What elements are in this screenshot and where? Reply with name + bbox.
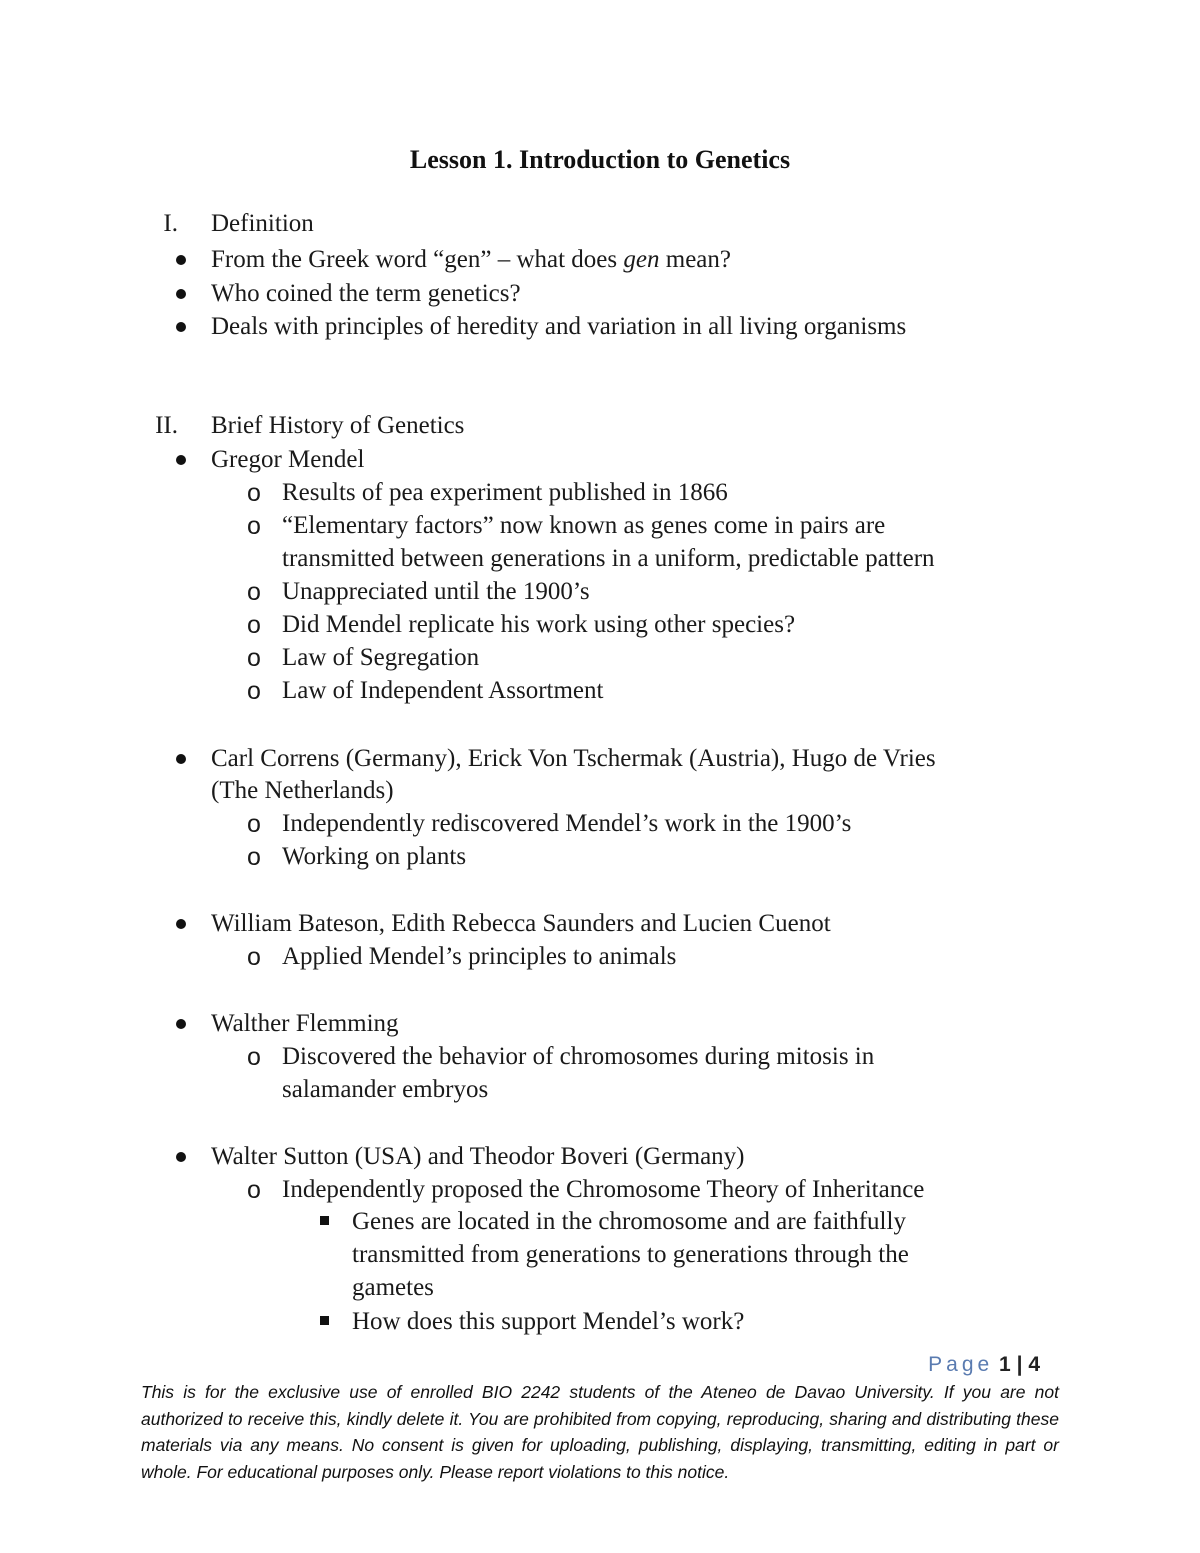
page-title: Lesson 1. Introduction to Genetics [409, 145, 791, 174]
square-bullet-icon [320, 1216, 329, 1225]
circle-bullet-icon: o [247, 512, 261, 540]
bullet-icon [176, 455, 186, 465]
sub-list-item-continued: salamander embryos [282, 1076, 489, 1103]
sub-list-item: Applied Mendel’s principles to animals [282, 943, 677, 970]
list-item: Gregor Mendel [211, 446, 365, 473]
section-2-numeral: II. [155, 412, 178, 439]
list-item: Carl Correns (Germany), Erick Von Tschermak (Austria), Hugo de Vries [211, 745, 936, 772]
sub-sub-list-item: How does this support Mendel’s work? [352, 1308, 745, 1335]
list-item: Walther Flemming [211, 1010, 399, 1037]
sub-list-item: Discovered the behavior of chromosomes during mitosis in [282, 1043, 875, 1070]
sub-list-item: “Elementary factors” now known as genes come in pairs are [282, 512, 886, 539]
circle-bullet-icon: o [247, 1176, 261, 1204]
sub-list-item: Did Mendel replicate his work using other species? [282, 611, 796, 638]
sub-sub-list-item-continued: gametes [352, 1274, 434, 1301]
list-item: Deals with principles of heredity and variation in all living organisms [211, 313, 907, 340]
bullet-icon [176, 255, 186, 265]
section-1-heading: Definition [211, 210, 314, 237]
circle-bullet-icon: o [247, 611, 261, 639]
list-item: Walter Sutton (USA) and Theodor Boveri (Germany) [211, 1143, 745, 1170]
sub-sub-list-item: Genes are located in the chromosome and are faithfully [352, 1208, 906, 1235]
sub-list-item: Working on plants [282, 843, 467, 870]
section-2-heading: Brief History of Genetics [211, 412, 465, 439]
list-item: William Bateson, Edith Rebecca Saunders and Lucien Cuenot [211, 910, 831, 937]
bullet-icon [176, 289, 186, 299]
circle-bullet-icon: o [247, 943, 261, 971]
sub-list-item: Law of Independent Assortment [282, 677, 604, 704]
sub-list-item: Independently rediscovered Mendel’s work in the 1900’s [282, 810, 852, 837]
usage-notice: This is for the exclusive use of enrolled BIO 2242 students of the Ateneo de Davao University. If you are not authorized to receive this, kindly delete it. You are prohibited from copying, reproducing, sharing and distributing these materials via any means. No consent is given for uploading, publishing, displaying, transmitting, editing in part or whole. For educational purposes only. Please report violations to this notice. [141, 1382, 1059, 1482]
sub-sub-list-item-continued: transmitted from generations to generations through the [352, 1241, 909, 1268]
sub-list-item: Unappreciated until the 1900’s [282, 578, 590, 605]
square-bullet-icon [320, 1316, 329, 1325]
circle-bullet-icon: o [247, 479, 261, 507]
bullet-icon [176, 1152, 186, 1162]
bullet-icon [176, 1019, 186, 1029]
circle-bullet-icon: o [247, 810, 261, 838]
bullet-icon [176, 919, 186, 929]
list-item: From the Greek word “gen” – what does gen mean? [211, 246, 731, 273]
bullet-icon [176, 754, 186, 764]
page-number: Page 1 | 4 [928, 1353, 1040, 1376]
circle-bullet-icon: o [247, 1043, 261, 1071]
list-item: Who coined the term genetics? [211, 280, 521, 307]
section-1-numeral: I. [163, 210, 178, 237]
circle-bullet-icon: o [247, 644, 261, 672]
circle-bullet-icon: o [247, 677, 261, 705]
circle-bullet-icon: o [247, 843, 261, 871]
sub-list-item: Results of pea experiment published in 1866 [282, 479, 728, 506]
sub-list-item-continued: transmitted between generations in a uniform, predictable pattern [282, 545, 935, 572]
list-item-continued: (The Netherlands) [211, 777, 394, 804]
sub-list-item: Law of Segregation [282, 644, 480, 671]
circle-bullet-icon: o [247, 578, 261, 606]
bullet-icon [176, 322, 186, 332]
sub-list-item: Independently proposed the Chromosome Theory of Inheritance [282, 1176, 925, 1203]
